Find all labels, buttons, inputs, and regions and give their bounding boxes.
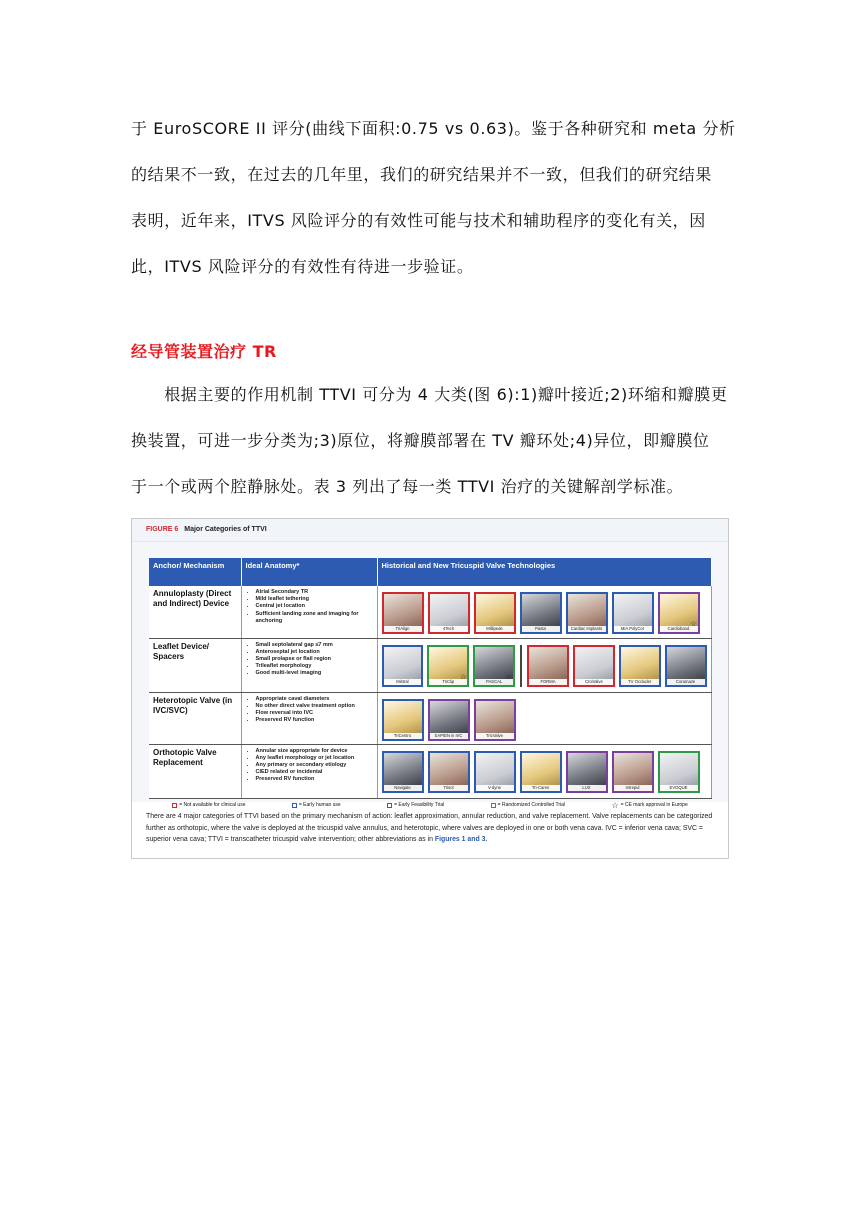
figure-6 xyxy=(131,518,729,859)
paragraph-line: 的结果不一致，在过去的几年里，我们的研究结果并不一致，但我们的研究结果 xyxy=(131,165,713,184)
criteria-item: • Flow reversal into IVC xyxy=(256,710,373,717)
device-label: TriClip xyxy=(429,679,467,685)
paragraph-line: 于 EuroSCORE II 评分(曲线下面积:0.75 vs 0.63)。鉴于各种研究和 meta 分析 xyxy=(131,119,736,138)
figure-title: Major Categories of TTVI xyxy=(184,526,267,533)
device-label: TV Occluder xyxy=(621,679,659,685)
legend-item xyxy=(172,802,245,808)
paragraph-line: 于一个或两个腔静脉处。表 3 列出了每一类 TTVI 治疗的关键解剖学标准。 xyxy=(131,477,684,496)
device-image xyxy=(428,751,470,793)
device-image xyxy=(520,751,562,793)
table-row xyxy=(149,744,711,798)
paragraph-1 xyxy=(131,106,736,290)
device-image xyxy=(474,699,516,741)
ce-mark-star-icon: ☆ xyxy=(690,621,697,628)
paragraph-line: 表明，近年来，ITVS 风险评分的有效性可能与技术和辅助程序的变化有关，因 xyxy=(131,211,706,230)
legend-item xyxy=(611,801,687,810)
device-image xyxy=(473,645,515,687)
criteria-cell xyxy=(241,586,377,638)
caption-text: There are 4 major categories of TTVI based on the primary mechanism of action: leaflet approximation, annular reduction, and valve replacement. Valve replacements can be categorized further as orthotopic, where the valve is deployed at the tricuspid valve annulus, and heterotopic, where valves are deployed in one or both vena cava. IVC = inferior vena cava; SVC = superior vena cava; TTVI = transcatheter tricuspid valve intervention; other abbreviations as in xyxy=(146,813,713,843)
device-image xyxy=(427,645,469,687)
device-label: Tri-Cares xyxy=(522,785,560,791)
criteria-item: • Sufficient landing zone and imaging for anchoring xyxy=(256,611,373,625)
device-label: TricValve xyxy=(476,733,514,739)
device-label: CroiValve xyxy=(575,679,613,685)
device-image xyxy=(566,751,608,793)
legend-swatch-icon xyxy=(491,803,496,808)
criteria-list xyxy=(246,642,373,678)
criteria-list xyxy=(246,748,373,784)
figure-header xyxy=(132,519,728,542)
criteria-item: • No other direct valve treatment option xyxy=(256,703,373,710)
device-label: Navigate xyxy=(384,785,422,791)
ce-mark-star-icon: ☆ xyxy=(611,800,619,810)
devices-cell xyxy=(377,692,711,744)
device-label: MIA PolyCor xyxy=(614,626,652,632)
device-image xyxy=(474,751,516,793)
device-image xyxy=(619,645,661,687)
device-label: SAPIEN in IVC xyxy=(430,733,468,739)
ttvi-table xyxy=(149,558,712,799)
criteria-item: • Anteroseptal jet location xyxy=(256,649,373,656)
criteria-item: • Trileaflet morphology xyxy=(256,663,373,670)
device-image xyxy=(382,592,424,634)
device-label: Coramaze xyxy=(667,679,705,685)
device-row xyxy=(382,748,707,793)
column-header-tech: Historical and New Tricuspid Valve Technologies xyxy=(377,558,711,586)
legend-label: = Not available for clinical use xyxy=(179,802,246,808)
devices-cell xyxy=(377,586,711,638)
caption-figure-link[interactable]: Figures 1 and 3. xyxy=(434,836,488,843)
device-label: LUX xyxy=(568,785,606,791)
section-heading: 经导管装置治疗 TR xyxy=(131,342,277,361)
figure-legend xyxy=(149,800,711,810)
criteria-item: • Annular size appropriate for device xyxy=(256,748,373,755)
device-image xyxy=(382,751,424,793)
category-cell: Leaflet Device/ Spacers xyxy=(149,638,241,692)
device-image xyxy=(612,751,654,793)
device-label: 4Tech xyxy=(430,626,468,632)
table-body xyxy=(149,586,711,798)
device-label: Trisol xyxy=(430,785,468,791)
paragraph-line: 换装置，可进一步分类为;3)原位，将瓣膜部署在 TV 瓣环处;4)异位，即瓣膜位 xyxy=(131,431,710,450)
device-image xyxy=(665,645,707,687)
device-image xyxy=(382,645,424,687)
figure-panel xyxy=(132,542,728,810)
figure-caption xyxy=(146,811,716,846)
legend-label: = Early human use xyxy=(298,802,341,808)
paragraph-line: 根据主要的作用机制 TTVI 可分为 4 大类(图 6):1)瓣叶接近;2)环缩和瓣膜更 xyxy=(131,385,728,404)
criteria-list xyxy=(246,696,373,725)
device-label: Millipede xyxy=(476,626,514,632)
table-row xyxy=(149,638,711,692)
criteria-item: • Central jet location xyxy=(256,603,373,610)
device-image xyxy=(566,592,608,634)
ce-mark-star-icon: ☆ xyxy=(505,673,513,681)
device-row xyxy=(382,696,707,741)
criteria-list xyxy=(246,589,373,625)
device-label: Mistral xyxy=(384,679,422,685)
legend-label: = Randomized Controlled Trial xyxy=(497,802,566,808)
category-cell: Heterotopic Valve (in IVC/SVC) xyxy=(149,692,241,744)
criteria-item: • Any leaflet morphology or jet location xyxy=(256,755,373,762)
device-label: FORMA xyxy=(529,679,567,685)
criteria-item: • Any primary or secondary etiology xyxy=(256,762,373,769)
table-header-row xyxy=(149,558,711,586)
device-separator xyxy=(520,645,522,687)
paragraph-line: 此，ITVS 风险评分的有效性有待进一步验证。 xyxy=(131,257,474,276)
criteria-item: • Small septolateral gap ≤7 mm xyxy=(256,642,373,649)
legend-label: = Early Feasibility Trial xyxy=(394,802,445,808)
device-image xyxy=(428,592,470,634)
device-row xyxy=(382,642,707,687)
legend-label: = CE mark approval in Europe xyxy=(620,802,688,808)
device-label: Cardioband xyxy=(660,626,698,632)
device-image xyxy=(573,645,615,687)
category-cell: Orthotopic Valve Replacement xyxy=(149,744,241,798)
criteria-cell xyxy=(241,638,377,692)
criteria-item: • Appropriate caval diameters xyxy=(256,696,373,703)
legend-swatch-icon xyxy=(387,803,392,808)
criteria-item: • Atrial Secondary TR xyxy=(256,589,373,596)
device-label: Pasta xyxy=(522,626,560,632)
criteria-item: • Preserved RV function xyxy=(256,717,373,724)
figure-number: FIGURE 6 xyxy=(146,526,179,533)
criteria-cell xyxy=(241,692,377,744)
legend-swatch-icon xyxy=(172,803,177,808)
device-image xyxy=(382,699,424,741)
device-image xyxy=(428,699,470,741)
table-row xyxy=(149,692,711,744)
criteria-item: • Mild leaflet tethering xyxy=(256,596,373,603)
ce-mark-star-icon: ☆ xyxy=(459,673,467,681)
device-label: Intrepid xyxy=(614,785,652,791)
devices-cell xyxy=(377,744,711,798)
category-cell: Annuloplasty (Direct and Indirect) Device xyxy=(149,586,241,638)
figure-label xyxy=(146,526,267,533)
device-image xyxy=(658,751,700,793)
column-header-anchor: Anchor/ Mechanism xyxy=(149,558,241,586)
device-image xyxy=(612,592,654,634)
device-image xyxy=(658,592,700,634)
device-label: PASCAL xyxy=(475,679,513,685)
device-image xyxy=(520,592,562,634)
device-image xyxy=(527,645,569,687)
device-label: TriAlign xyxy=(384,626,422,632)
device-row xyxy=(382,589,707,634)
criteria-item: • Small prolapse or flail region xyxy=(256,656,373,663)
criteria-item: • Good multi-level imaging xyxy=(256,670,373,677)
device-label: Cardiac Implants xyxy=(568,626,606,632)
criteria-cell xyxy=(241,744,377,798)
table-row xyxy=(149,586,711,638)
paragraph-2 xyxy=(131,372,729,510)
legend-swatch-icon xyxy=(292,803,297,808)
criteria-item: • Preserved RV function xyxy=(256,776,373,783)
criteria-item: • CIED related or incidental xyxy=(256,769,373,776)
legend-item xyxy=(387,802,444,808)
legend-item xyxy=(292,802,341,808)
device-label: V-dyne xyxy=(476,785,514,791)
column-header-anatomy: Ideal Anatomy* xyxy=(241,558,377,586)
legend-item xyxy=(491,802,565,808)
devices-cell xyxy=(377,638,711,692)
device-image xyxy=(474,592,516,634)
device-label: TriCentro xyxy=(384,733,422,739)
device-label: EVOQUE xyxy=(660,785,698,791)
